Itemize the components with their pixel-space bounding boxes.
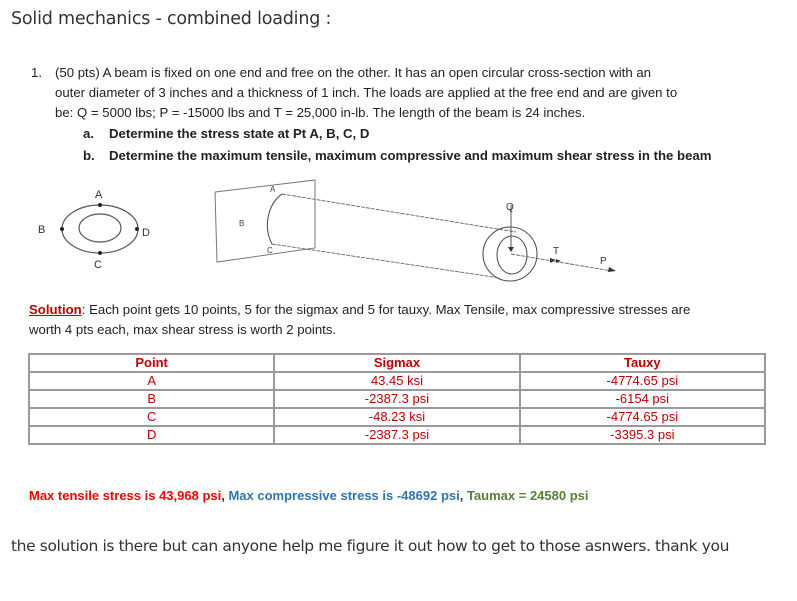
cell-point: C bbox=[29, 408, 274, 426]
table-header-row bbox=[29, 354, 765, 372]
cross-section-diagram bbox=[20, 170, 200, 290]
max-tensile: Max tensile stress is 43,968 psi bbox=[29, 488, 222, 503]
cell-tauxy: -3395.3 psi bbox=[520, 426, 765, 444]
problem-number: 1. bbox=[31, 65, 42, 80]
cell-point: A bbox=[29, 372, 274, 390]
cell-point: B bbox=[29, 390, 274, 408]
problem-line-1: (50 pts) A beam is fixed on one end and free on the other. It has an open circular cross-section with an bbox=[55, 65, 651, 80]
post-comment: the solution is there but can anyone help me figure it out how to get to those asnwers. thank you bbox=[11, 537, 730, 555]
cell-tauxy: -4774.65 psi bbox=[520, 408, 765, 426]
summary-line: Max tensile stress is 43,968 psi, Max compressive stress is -48692 psi, Taumax = 24580 psi bbox=[29, 488, 589, 503]
label-c: C bbox=[94, 259, 102, 271]
problem-line-2: outer diameter of 3 inches and a thickness of 1 inch. The loads are applied at the free end and are given to bbox=[55, 85, 678, 100]
header-sigmax: Sigmax bbox=[274, 354, 519, 372]
subpart-a-marker: a. bbox=[83, 126, 94, 141]
max-shear: Taumax = 24580 psi bbox=[466, 488, 589, 503]
beam-label-q: Q bbox=[506, 202, 514, 213]
post-title: Solid mechanics - combined loading : bbox=[11, 9, 332, 29]
solution-text-1: : Each point gets 10 points, 5 for the sigmax and 5 for tauxy. Max Tensile, max compressive stresses are bbox=[81, 302, 691, 317]
header-point: Point bbox=[29, 354, 274, 372]
beam-label-p: P bbox=[600, 256, 607, 267]
beam-label-t: T bbox=[553, 246, 560, 257]
subpart-a-text: Determine the stress state at Pt A, B, C, D bbox=[109, 126, 370, 141]
cell-tauxy: -4774.65 psi bbox=[520, 372, 765, 390]
beam-label-b: B bbox=[239, 219, 245, 228]
cell-point: D bbox=[29, 426, 274, 444]
table-row bbox=[29, 408, 765, 426]
cell-sigmax: 43.45 ksi bbox=[274, 372, 519, 390]
label-a: A bbox=[95, 189, 103, 201]
header-tauxy: Tauxy bbox=[520, 354, 765, 372]
table-row bbox=[29, 372, 765, 390]
subpart-b-marker: b. bbox=[83, 148, 95, 163]
results-table bbox=[28, 353, 766, 445]
beam-label-c: C bbox=[267, 246, 273, 255]
max-compressive: Max compressive stress is -48692 psi bbox=[228, 488, 460, 503]
solution-line-1 bbox=[29, 302, 690, 317]
beam-diagram bbox=[200, 170, 620, 290]
label-b: B bbox=[38, 224, 46, 236]
cell-sigmax: -2387.3 psi bbox=[274, 426, 519, 444]
subpart-b-text: Determine the maximum tensile, maximum compressive and maximum shear stress in the beam bbox=[109, 148, 712, 163]
beam-label-a: A bbox=[270, 185, 276, 194]
table-row bbox=[29, 426, 765, 444]
cell-sigmax: -2387.3 psi bbox=[274, 390, 519, 408]
cell-sigmax: -48.23 ksi bbox=[274, 408, 519, 426]
problem-line-3: be: Q = 5000 lbs; P = -15000 lbs and T = 25,000 in-lb. The length of the beam is 24 inches. bbox=[55, 105, 586, 120]
solution-line-2: worth 4 pts each, max shear stress is worth 2 points. bbox=[29, 322, 337, 337]
label-d: D bbox=[142, 227, 150, 239]
solution-label: Solution bbox=[29, 302, 82, 317]
cell-tauxy: -6154 psi bbox=[520, 390, 765, 408]
table-row bbox=[29, 390, 765, 408]
